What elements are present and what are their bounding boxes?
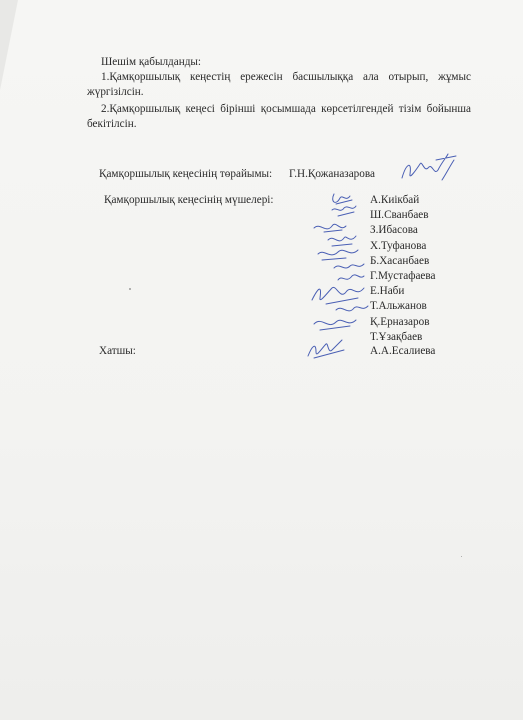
chair-signature [398, 150, 460, 186]
members-label: Қамқоршылық кеңесінің мүшелері: [104, 194, 274, 206]
secretary-label: Хатшы: [99, 345, 136, 357]
member-name: А.Киікбай [370, 194, 420, 206]
member-name: Б.Хасанбаев [370, 254, 430, 267]
chair-name: Г.Н.Қожаназарова [289, 168, 375, 180]
member-name: Т.Ұзақбаев [370, 330, 423, 343]
member-name: Т.Альжанов [370, 300, 427, 313]
page-corner-shadow [0, 0, 18, 90]
members-list [370, 193, 436, 345]
scan-speck [129, 288, 131, 290]
decision-item-2: 2.Қамқоршылық кеңесі бірінші қосымшада көрсетілгендей тізім бойынша бекітілсін. [87, 103, 471, 130]
scan-speck [461, 556, 462, 557]
member-name: Қ.Ерназаров [370, 315, 430, 328]
secretary-signature [304, 336, 348, 362]
member-name: Х.Туфанова [370, 239, 427, 252]
member-name: Е.Наби [370, 285, 405, 298]
secretary-name: А.А.Есалиева [370, 345, 436, 357]
member-name: Ш.Сванбаев [370, 209, 429, 222]
decision-heading: Шешім қабылданды: [101, 56, 202, 68]
members-signatures [306, 188, 376, 338]
decision-item-1: 1.Қамқоршылық кеңестің ережесін басшылыққа ала отырып, жұмыс жүргізілсін. [87, 71, 471, 98]
member-name: З.Ибасова [370, 224, 418, 237]
member-name: Г.Мустафаева [370, 270, 436, 283]
chair-label: Қамқоршылық кеңесінің төрайымы: [99, 168, 273, 180]
